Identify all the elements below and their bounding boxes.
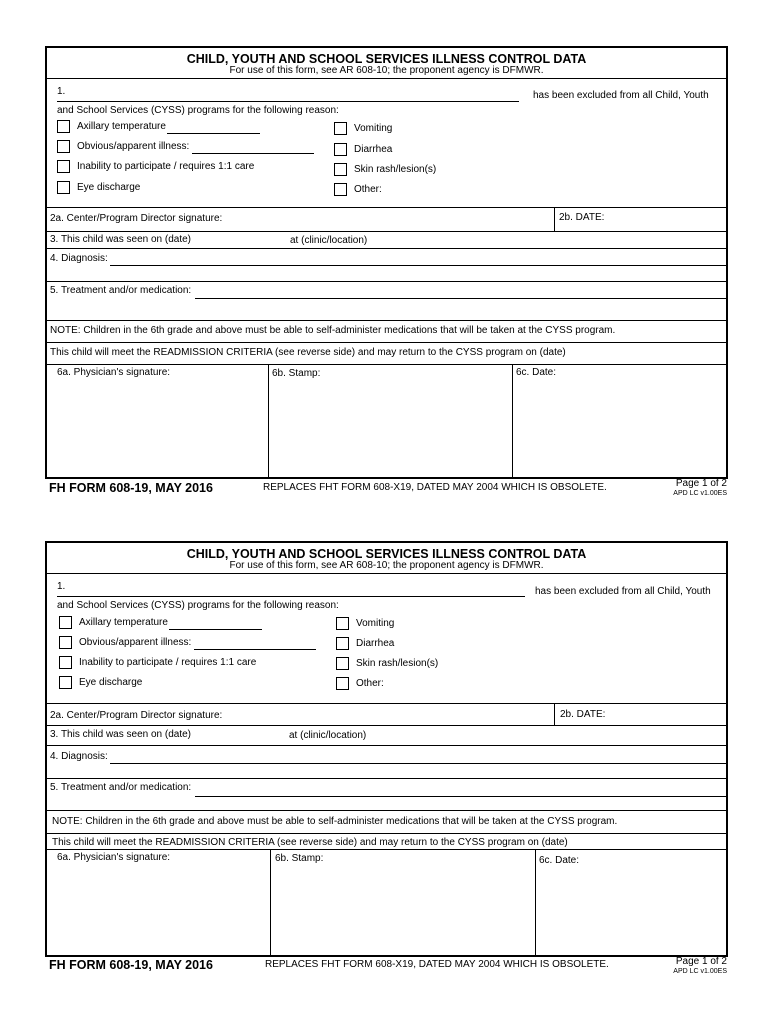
director-signature-label: 2a. Center/Program Director signature:	[50, 710, 223, 721]
child-name-field[interactable]	[57, 101, 519, 102]
other-label: Other:	[354, 184, 382, 195]
axillary-label: Axillary temperature	[77, 121, 166, 132]
other-checkbox[interactable]	[336, 677, 349, 690]
note-text: NOTE: Children in the 6th grade and above must be able to self-administer medications that will be taken at the CYSS program.	[50, 325, 616, 336]
obvious-illness-label: Obvious/apparent illness:	[77, 141, 190, 152]
date-label: 2b. DATE:	[560, 709, 606, 720]
diarrhea-checkbox[interactable]	[334, 143, 347, 156]
item-1-number: 1.	[57, 581, 66, 592]
divider	[554, 207, 555, 231]
readmission-text: This child will meet the READMISSION CRITERIA (see reverse side) and may return to the CYSS program on (date)	[50, 347, 566, 358]
excluded-text: has been excluded from all Child, Youth	[533, 90, 709, 101]
axillary-checkbox[interactable]	[59, 616, 72, 629]
diarrhea-label: Diarrhea	[354, 144, 393, 155]
eye-discharge-label: Eye discharge	[77, 182, 141, 193]
treatment-field-line-2[interactable]	[47, 320, 726, 321]
divider	[268, 364, 269, 477]
item-1-number: 1.	[57, 86, 66, 97]
diagnosis-field-line-2[interactable]	[47, 281, 726, 282]
form-title: CHILD, YOUTH AND SCHOOL SERVICES ILLNESS CONTROL DATA	[186, 52, 587, 66]
physician-date-label: 6c. Date:	[516, 367, 557, 378]
treatment-label: 5. Treatment and/or medication:	[50, 782, 192, 793]
other-label: Other:	[356, 678, 384, 689]
version-label: APD LC v1.00ES	[673, 968, 727, 975]
temperature-field[interactable]	[167, 133, 260, 134]
form-subtitle: For use of this form, see AR 608-10; the proponent agency is DFMWR.	[229, 560, 544, 571]
diagnosis-field[interactable]	[110, 763, 726, 764]
page-number: Page 1 of 2	[675, 956, 727, 967]
form-id: FH FORM 608-19, MAY 2016	[49, 481, 213, 495]
inability-checkbox[interactable]	[57, 160, 70, 173]
other-checkbox[interactable]	[334, 183, 347, 196]
diarrhea-checkbox[interactable]	[336, 637, 349, 650]
inability-label: Inability to participate / requires 1:1 care	[77, 161, 255, 172]
divider	[47, 703, 726, 704]
child-name-field[interactable]	[57, 596, 525, 597]
form-id: FH FORM 608-19, MAY 2016	[49, 958, 213, 972]
stamp-label: 6b. Stamp:	[272, 368, 321, 379]
eye-discharge-checkbox[interactable]	[57, 181, 70, 194]
eye-discharge-checkbox[interactable]	[59, 676, 72, 689]
replaces-notice: REPLACES FHT FORM 608-X19, DATED MAY 2004 WHICH IS OBSOLETE.	[263, 482, 607, 493]
temperature-field[interactable]	[169, 629, 262, 630]
excluded-text: has been excluded from all Child, Youth	[535, 586, 711, 597]
illness-field[interactable]	[194, 649, 316, 650]
note-text: NOTE: Children in the 6th grade and above must be able to self-administer medications that will be taken at the CYSS program.	[52, 816, 618, 827]
obvious-illness-checkbox[interactable]	[59, 636, 72, 649]
divider	[47, 207, 726, 208]
axillary-label: Axillary temperature	[79, 617, 168, 628]
divider	[47, 78, 726, 79]
reason-text: and School Services (CYSS) programs for the following reason:	[57, 600, 339, 611]
inability-checkbox[interactable]	[59, 656, 72, 669]
replaces-notice: REPLACES FHT FORM 608-X19, DATED MAY 2004 WHICH IS OBSOLETE.	[265, 959, 609, 970]
treatment-field-line-2[interactable]	[47, 810, 726, 811]
seen-on-label: 3. This child was seen on (date)	[50, 234, 192, 245]
obvious-illness-label: Obvious/apparent illness:	[79, 637, 192, 648]
clinic-label: at (clinic/location)	[289, 730, 367, 741]
divider	[554, 703, 555, 725]
treatment-field[interactable]	[195, 298, 726, 299]
divider	[270, 849, 271, 957]
diagnosis-field-line-2[interactable]	[47, 778, 726, 779]
divider	[535, 849, 536, 957]
skin-rash-label: Skin rash/lesion(s)	[354, 164, 437, 175]
form-subtitle: For use of this form, see AR 608-10; the proponent agency is DFMWR.	[229, 65, 544, 76]
physician-date-label: 6c. Date:	[539, 855, 580, 866]
divider	[47, 248, 726, 249]
divider	[47, 342, 726, 343]
inability-label: Inability to participate / requires 1:1 care	[79, 657, 257, 668]
date-label: 2b. DATE:	[559, 212, 605, 223]
director-signature-label: 2a. Center/Program Director signature:	[50, 213, 223, 224]
diarrhea-label: Diarrhea	[356, 638, 395, 649]
stamp-label: 6b. Stamp:	[275, 853, 324, 864]
divider	[47, 231, 726, 232]
eye-discharge-label: Eye discharge	[79, 677, 143, 688]
page-number: Page 1 of 2	[675, 478, 727, 489]
skin-rash-checkbox[interactable]	[336, 657, 349, 670]
clinic-label: at (clinic/location)	[290, 235, 368, 246]
treatment-field[interactable]	[195, 796, 726, 797]
divider	[47, 745, 726, 746]
diagnosis-label: 4. Diagnosis:	[50, 751, 108, 762]
treatment-label: 5. Treatment and/or medication:	[50, 285, 192, 296]
obvious-illness-checkbox[interactable]	[57, 140, 70, 153]
physician-signature-label: 6a. Physician's signature:	[57, 367, 171, 378]
skin-rash-checkbox[interactable]	[334, 163, 347, 176]
divider	[47, 573, 726, 574]
vomiting-label: Vomiting	[356, 618, 395, 629]
seen-on-label: 3. This child was seen on (date)	[50, 729, 192, 740]
reason-text: and School Services (CYSS) programs for the following reason:	[57, 105, 339, 116]
divider	[47, 364, 726, 365]
form-copy-1	[45, 46, 728, 479]
vomiting-label: Vomiting	[354, 123, 393, 134]
vomiting-checkbox[interactable]	[336, 617, 349, 630]
divider	[47, 849, 726, 850]
diagnosis-label: 4. Diagnosis:	[50, 253, 108, 264]
divider	[47, 725, 726, 726]
skin-rash-label: Skin rash/lesion(s)	[356, 658, 439, 669]
divider	[512, 364, 513, 477]
form-copy-2	[45, 541, 728, 957]
form-title: CHILD, YOUTH AND SCHOOL SERVICES ILLNESS CONTROL DATA	[186, 547, 587, 561]
readmission-text: This child will meet the READMISSION CRITERIA (see reverse side) and may return to the CYSS program on (date)	[52, 837, 568, 848]
physician-signature-label: 6a. Physician's signature:	[57, 852, 171, 863]
axillary-checkbox[interactable]	[57, 120, 70, 133]
diagnosis-field[interactable]	[110, 265, 726, 266]
version-label: APD LC v1.00ES	[673, 490, 727, 497]
illness-field[interactable]	[192, 153, 314, 154]
divider	[47, 833, 726, 834]
vomiting-checkbox[interactable]	[334, 122, 347, 135]
